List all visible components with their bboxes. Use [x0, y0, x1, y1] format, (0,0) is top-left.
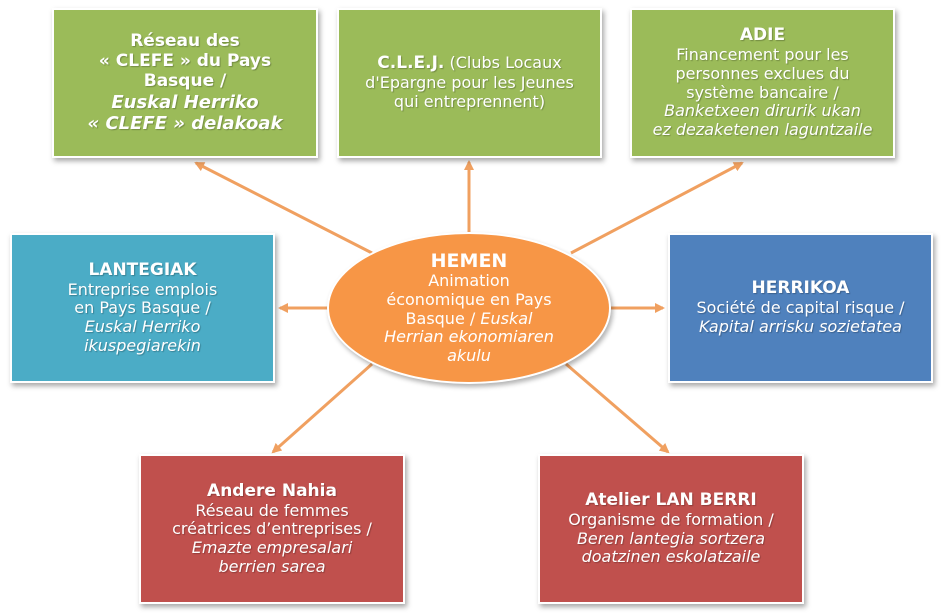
clefe-line1: Réseau des: [130, 31, 240, 52]
clefe-line5: « CLEFE » delakoak: [87, 112, 283, 134]
box-clefe: [52, 8, 318, 158]
hemen-line3-italic: Euskal: [480, 308, 533, 328]
box-herrikoa: [668, 233, 933, 383]
clej-line2: d'Epargne pour les Jeunes: [365, 73, 574, 93]
clefe-line2: « CLEFE » du Pays: [98, 51, 272, 72]
clefe-line3: Basque /: [143, 70, 227, 91]
clej-title: C.L.E.J.: [377, 53, 445, 74]
box-andere-nahia: [139, 454, 405, 604]
lanberri-title: Atelier LAN BERRI: [585, 489, 757, 510]
hemen-title: HEMEN: [430, 250, 508, 273]
andere-title: Andere Nahia: [207, 480, 337, 501]
adie-line1: Financement pour les: [676, 45, 849, 65]
box-lan-berri: [538, 454, 804, 604]
box-lantegiak: [10, 233, 275, 383]
herrikoa-line2: Kapital arrisku sozietatea: [699, 316, 902, 336]
hemen-line1: Animation: [428, 271, 510, 291]
hemen-line4: Herrian ekonomiaren: [384, 327, 554, 347]
hemen-line5: akulu: [447, 346, 491, 366]
herrikoa-line1: Société de capital risque /: [696, 298, 905, 318]
hemen-line3: [406, 310, 533, 329]
box-adie: [630, 8, 895, 158]
herrikoa-title: HERRIKOA: [751, 278, 850, 299]
hub-hemen: [327, 232, 611, 384]
adie-line4: Banketxeen dirurik ukan: [664, 101, 861, 121]
clej-line1-text: (Clubs Locaux: [449, 53, 562, 73]
clej-line1: [377, 54, 561, 74]
lantegiak-title: LANTEGIAK: [88, 259, 197, 280]
arrow-to-andere: [273, 364, 372, 452]
hemen-line3-text: Basque /: [405, 308, 476, 328]
lanberri-line3: doatzinen eskolatzaile: [581, 547, 761, 567]
hemen-line2: économique en Pays: [386, 290, 552, 310]
andere-line3: Emazte empresalari: [191, 537, 353, 557]
box-clej: [337, 8, 602, 158]
clefe-line4: Euskal Herriko: [111, 91, 259, 113]
lanberri-line2: Beren lantegia sortzera: [576, 528, 766, 548]
adie-line3: système bancaire /: [686, 82, 839, 102]
lantegiak-line4: ikuspegiarekin: [84, 335, 201, 355]
adie-line2: personnes exclues du: [675, 63, 850, 83]
andere-line1: Réseau de femmes: [195, 500, 349, 520]
lanberri-line1: Organisme de formation /: [568, 509, 774, 529]
arrow-to-lanberri: [566, 364, 668, 452]
lantegiak-line2: en Pays Basque /: [74, 298, 211, 318]
andere-line2: créatrices d’entreprises /: [172, 519, 372, 539]
adie-title: ADIE: [739, 25, 786, 46]
lantegiak-line3: Euskal Herriko: [84, 316, 201, 336]
clej-line3: qui entreprennent): [393, 91, 546, 111]
adie-line5: ez dezaketenen laguntzaile: [652, 120, 873, 140]
andere-line4: berrien sarea: [218, 556, 326, 576]
lantegiak-line1: Entreprise emplois: [67, 279, 218, 299]
